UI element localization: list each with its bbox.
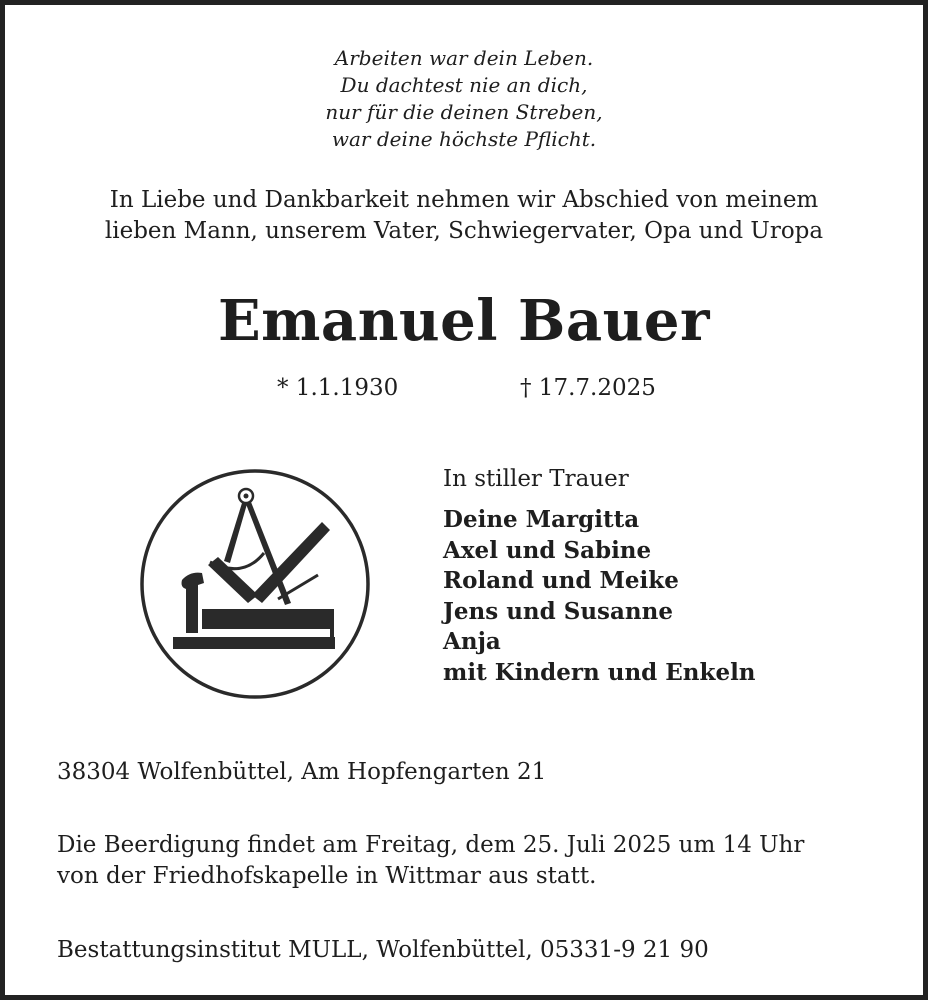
- mourner-name: mit Kindern und Enkeln: [443, 658, 756, 686]
- mourner-name: Anja: [443, 628, 501, 655]
- funeral-line: Die Beerdigung findet am Freitag, dem 25. Juli 2025 um 14 Uhr: [57, 832, 805, 858]
- deceased-name: Emanuel Bauer: [217, 288, 710, 354]
- mourner-name: Jens und Susanne: [443, 597, 673, 625]
- family-address: 38304 Wolfenbüttel, Am Hopfengarten 21: [57, 759, 547, 785]
- mourner-name: Roland und Meike: [443, 567, 679, 594]
- birth-date: * 1.1.1930: [277, 375, 399, 401]
- intro-line: lieben Mann, unserem Vater, Schwiegervater, Opa und Uropa: [104, 218, 824, 244]
- poem-line: nur für die deinen Streben,: [325, 100, 603, 124]
- carpenter-tools-emblem-icon: [138, 467, 372, 701]
- intro-line: In Liebe und Dankbarkeit nehmen wir Abschied von meinem: [109, 187, 819, 213]
- funeral-line: von der Friedhofskapelle in Wittmar aus statt.: [57, 863, 597, 889]
- mourning-label: In stiller Trauer: [443, 466, 629, 492]
- death-date: † 17.7.2025: [520, 375, 656, 401]
- mourner-name: Axel und Sabine: [443, 536, 652, 564]
- mourners-block: [443, 463, 756, 688]
- mourners-list: [443, 505, 756, 688]
- poem-line: Du dachtest nie an dich,: [340, 73, 588, 97]
- poem: [5, 45, 923, 153]
- mourner-name: Deine Margitta: [443, 506, 640, 533]
- funeral-home-contact: Bestattungsinstitut MULL, Wolfenbüttel, 05331-9 21 90: [57, 937, 709, 963]
- poem-line: war deine höchste Pflicht.: [331, 127, 597, 151]
- poem-line: Arbeiten war dein Leben.: [334, 46, 594, 70]
- funeral-info: [57, 830, 804, 892]
- intro-text: [5, 185, 923, 247]
